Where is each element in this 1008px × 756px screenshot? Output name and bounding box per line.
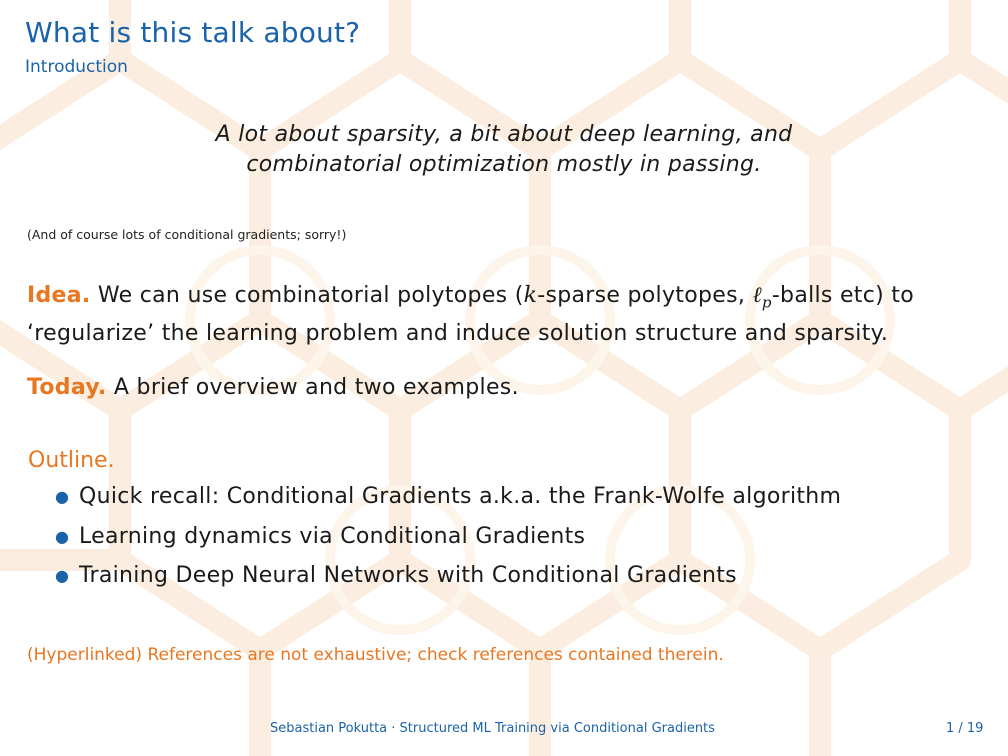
quote-line-2: combinatorial optimization mostly in passing.: [246, 152, 762, 177]
idea-math-ell: ℓ: [752, 283, 762, 308]
idea-label: Idea.: [27, 283, 91, 308]
idea-text-3: -balls etc) to: [771, 283, 914, 308]
slide-subtitle: Introduction: [25, 57, 128, 77]
slide-title: What is this talk about?: [25, 16, 361, 49]
outline-item: [52, 563, 841, 603]
idea-paragraph: [27, 280, 914, 349]
bullet-icon: ●: [55, 487, 70, 506]
idea-text-line-2: ‘regularize’ the learning problem and induce solution structure and sparsity.: [27, 321, 889, 347]
idea-text-1: We can use combinatorial polytopes (: [97, 283, 524, 308]
outline-title: Outline.: [28, 448, 115, 473]
outline-item-text: Learning dynamics via Conditional Gradients: [79, 523, 586, 549]
idea-math-k: k: [523, 283, 538, 308]
outline-item-text: Training Deep Neural Networks with Conditional Gradients: [79, 563, 737, 588]
bullet-icon: ●: [55, 566, 70, 585]
references-note: (Hyperlinked) References are not exhaustive; check references contained therein.: [27, 645, 724, 665]
page-number: 1 / 19: [946, 721, 984, 736]
today-paragraph: [27, 372, 519, 403]
aside-note: (And of course lots of conditional gradients; sorry!): [27, 227, 347, 242]
idea-math-p: p: [761, 293, 772, 312]
today-label: Today.: [27, 375, 107, 400]
outline-item: [52, 484, 841, 524]
bullet-icon: ●: [55, 526, 70, 546]
today-text: A brief overview and two examples.: [113, 375, 519, 400]
quote-line-1: A lot about sparsity, a bit about deep learning, and: [215, 122, 793, 147]
idea-text-2: -sparse polytopes,: [537, 283, 753, 308]
outline-list: [52, 484, 841, 603]
outline-item-text: Quick recall: Conditional Gradients a.k.a. the Frank-Wolfe algorithm: [79, 484, 842, 509]
outline-item: [52, 524, 841, 564]
footer-author-title: Sebastian Pokutta · Structured ML Training via Conditional Gradients: [270, 721, 715, 736]
